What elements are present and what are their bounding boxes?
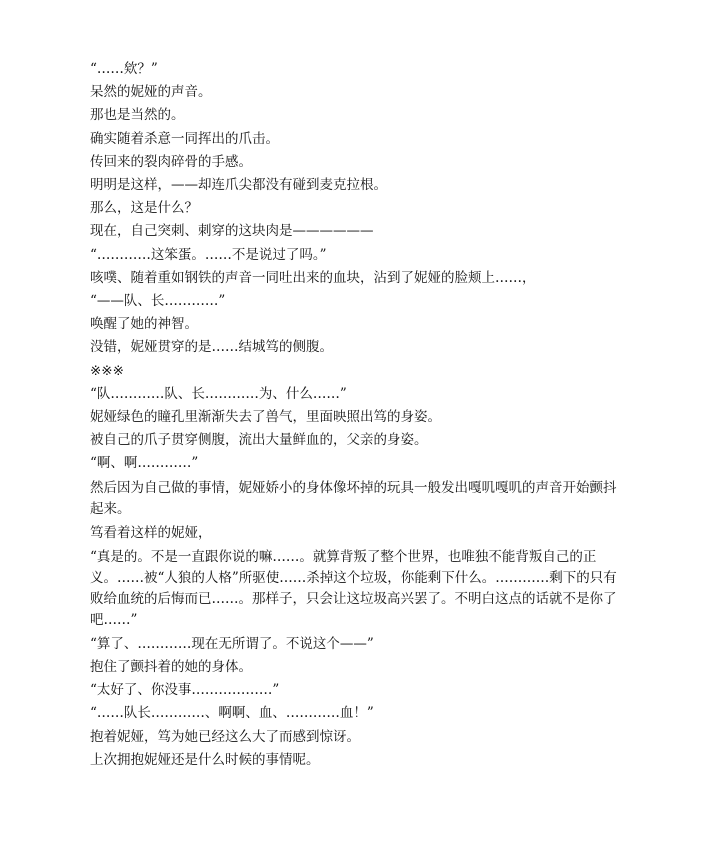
paragraph: “…………这笨蛋。……不是说过了吗。” <box>90 246 327 263</box>
paragraph: “……队长…………、啊啊、血、…………血！” <box>90 705 374 722</box>
paragraph: 传回来的裂肉碎骨的手感。 <box>90 153 252 170</box>
paragraph: 明明是这样，——却连爪尖都没有碰到麦克拉根。 <box>90 177 387 194</box>
paragraph: “队…………队、长…………为、什么……” <box>90 385 347 402</box>
paragraph: 唤醒了她的神智。 <box>90 316 198 333</box>
paragraph: 妮娅绿色的瞳孔里渐渐失去了兽气，里面映照出笃的身姿。 <box>90 409 441 426</box>
paragraph: 那么，这是什么？ <box>90 200 198 217</box>
paragraph: “太好了、你没事………………” <box>90 682 280 699</box>
paragraph: 咳噗、随着重如钢铁的声音一同吐出来的血块，沾到了妮娅的脸颊上……， <box>90 269 536 286</box>
paragraph: “……欸？” <box>90 61 158 77</box>
paragraph: 上次拥抱妮娅还是什么时候的事情呢。 <box>90 751 320 768</box>
paragraph: “算了、…………现在无所谓了。不说这个——” <box>90 635 374 652</box>
paragraph: “真是的。不是一直跟你说的嘛……。就算背叛了整个世界，也唯独不能背叛自己的正义。……被“人狼的人格”所驱使……杀掉这个垃圾，你能剩下什么。…………剩下的只有败给血统的后悔而已……。那样子，只会让这垃圾高兴罢了。不明白这点的话就不是你了吧……” <box>90 548 617 628</box>
paragraph: 确实随着杀意一同挥出的爪击。 <box>90 130 279 147</box>
paragraph: 没错，妮娅贯穿的是……结城笃的侧腹。 <box>90 339 333 356</box>
paragraph: 现在，自己突刺、刺穿的这块肉是—————— <box>90 223 374 240</box>
paragraph: 抱住了颤抖着的她的身体。 <box>90 659 252 676</box>
paragraph: 笃看着这样的妮娅， <box>90 524 212 541</box>
paragraph: 那也是当然的。 <box>90 107 185 124</box>
scene-break: ※※※ <box>90 362 124 379</box>
paragraph: 然后因为自己做的事情，妮娅娇小的身体像坏掉的玩具一般发出嘎叽嘎叽的声音开始颤抖起来。 <box>90 479 617 517</box>
paragraph: “——队、长…………” <box>90 293 226 310</box>
paragraph: “啊、啊…………” <box>90 455 199 472</box>
paragraph: 呆然的妮娅的声音。 <box>90 84 212 101</box>
paragraph: 抱着妮娅，笃为她已经这么大了而感到惊讶。 <box>90 728 360 745</box>
paragraph: 被自己的爪子贯穿侧腹，流出大量鲜血的，父亲的身姿。 <box>90 432 428 449</box>
story-text <box>90 58 618 772</box>
